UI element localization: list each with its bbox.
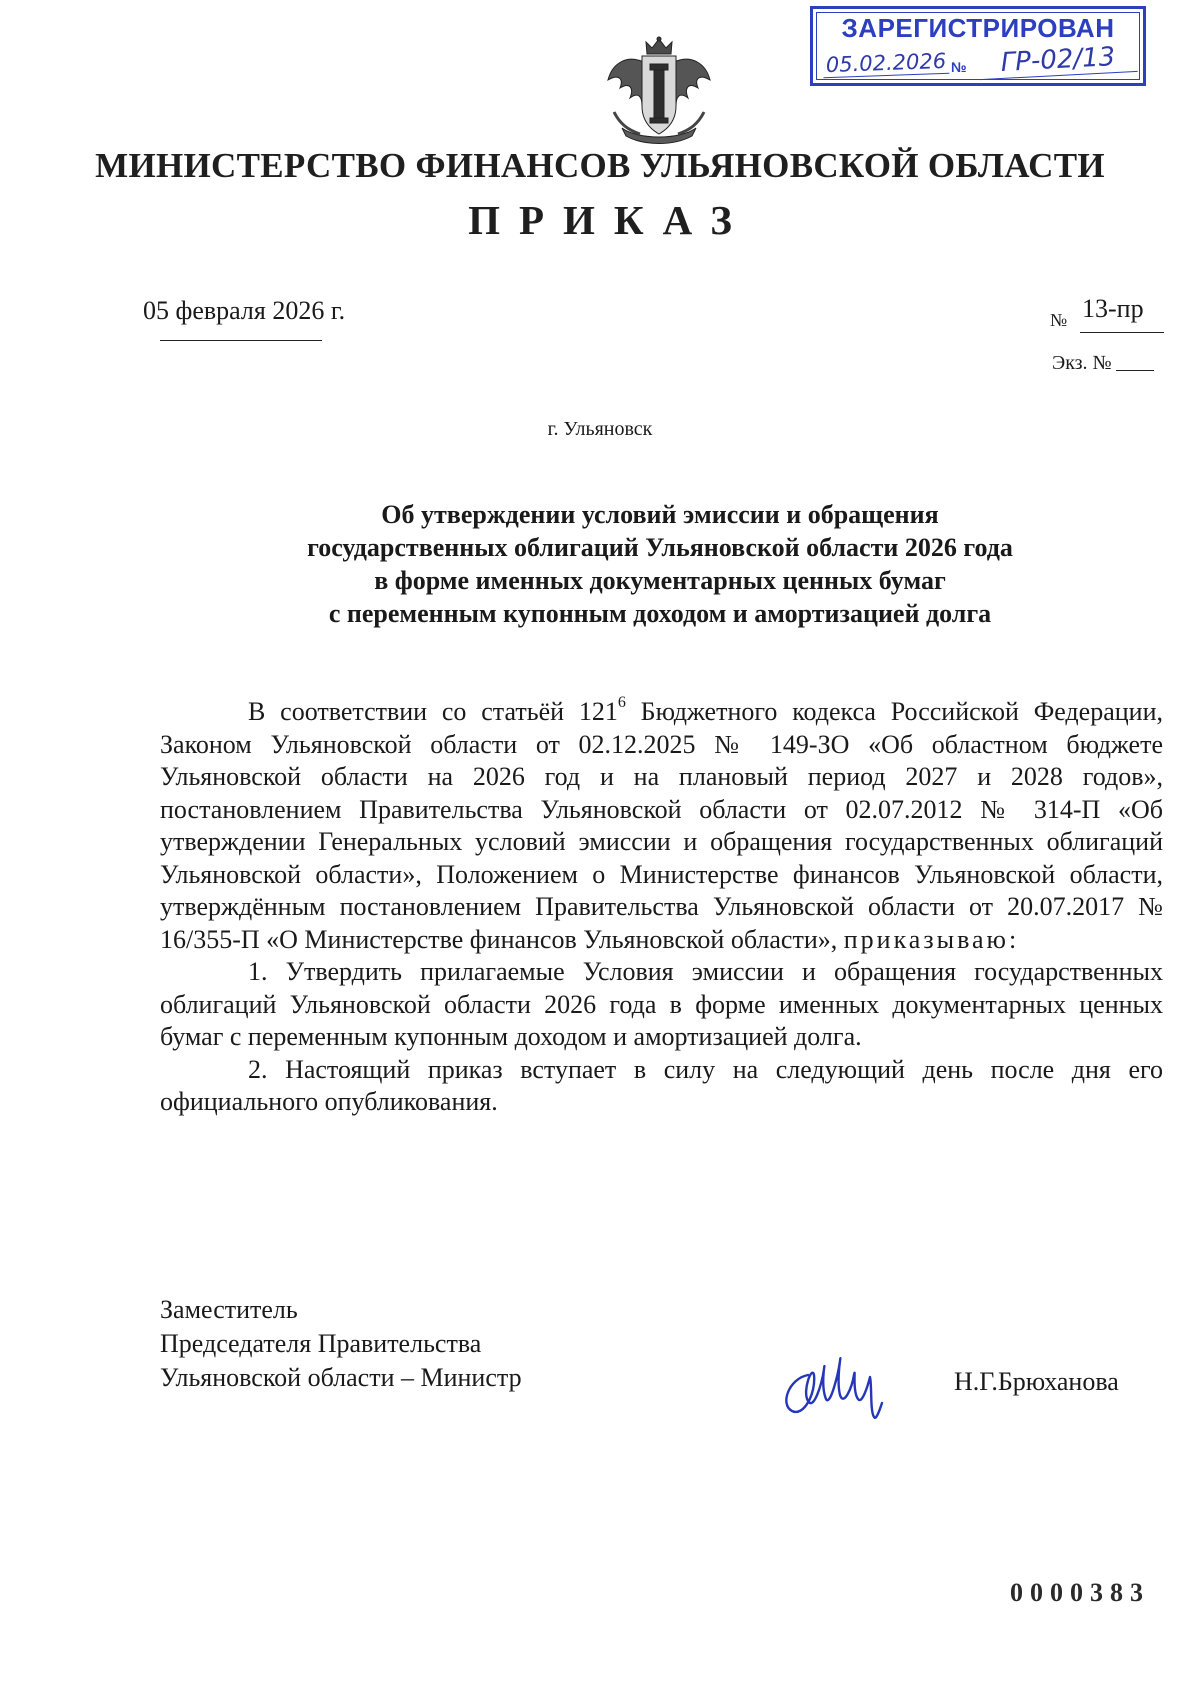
- order-number: 13-пр: [1080, 294, 1164, 333]
- document-title: [150, 498, 1170, 630]
- city: г. Ульяновск: [547, 418, 653, 440]
- signer-position-line: Заместитель: [160, 1295, 298, 1324]
- serial-number: 0000383: [1010, 1578, 1150, 1607]
- date-underline: [160, 340, 322, 341]
- document-body: [160, 696, 1163, 1119]
- stamp-number-sign: №: [951, 59, 967, 75]
- registration-stamp: [810, 6, 1146, 86]
- copy-label: Экз. №: [1052, 352, 1112, 374]
- stamp-number: ГР-02/13: [978, 41, 1137, 80]
- signer-position-line: Председателя Правительства: [160, 1329, 482, 1358]
- article-superscript: 6: [617, 694, 626, 711]
- coat-of-arms-icon: [604, 36, 714, 148]
- preamble-text-a: В соответствии со статьёй 121: [248, 697, 618, 726]
- title-line: с переменным купонным доходом и амортизацией долга: [328, 599, 992, 628]
- item-1: 1. Утвердить прилагаемые Условия эмиссии и обращения государственных облигаций Ульяновской области 2026 года в форме именных документарных ценных бумаг с переменным купонным доходом и амортизацией долга.: [160, 957, 1163, 1051]
- stamp-title: ЗАРЕГИСТРИРОВАН: [841, 13, 1115, 43]
- item-2: 2. Настоящий приказ вступает в силу на следующий день после дня его официального опубликования.: [160, 1054, 1163, 1116]
- signer-position-line: Ульяновской области – Министр: [160, 1363, 522, 1392]
- handwritten-signature: [778, 1335, 888, 1425]
- document-type: ПРИКАЗ: [468, 197, 751, 243]
- copy-blank: [1116, 370, 1154, 371]
- order-word: приказываю:: [843, 924, 1020, 954]
- preamble-text-b: Бюджетного кодекса Российской Федерации, Законом Ульяновской области от 02.12.2025 № 149-ЗО «Об областном бюджете Ульяновской области на 2026 год и на плановый период 2027 и 2028 годов», постановлением Правительства Ульяновской области от 02.07.2012 № 314-П «Об утверждении Генеральных условий эмиссии и обращения государственных облигаций Ульяновской области», Положением о Министерстве финансов Ульяновской области, утверждённым постановлением Правительства Ульяновской области от 20.07.2017 № 16/355-П «О Министерстве финансов Ульяновской области»,: [160, 697, 1163, 954]
- preamble-paragraph: [160, 696, 1163, 956]
- copy-number: [1052, 352, 1154, 375]
- order-number-sign: №: [1050, 310, 1068, 330]
- signer-name: Н.Г.Брюханова: [954, 1367, 1119, 1396]
- stamp-date: 05.02.2026: [823, 49, 950, 78]
- title-line: государственных облигаций Ульяновской области 2026 года: [307, 533, 1013, 562]
- title-line: Об утверждении условий эмиссии и обращения: [381, 500, 939, 529]
- signer-position: [160, 1293, 522, 1395]
- title-line: в форме именных документарных ценных бумаг: [374, 566, 946, 595]
- ministry-name: МИНИСТЕРСТВО ФИНАНСОВ УЛЬЯНОВСКОЙ ОБЛАСТИ: [95, 146, 1105, 185]
- order-date: 05 февраля 2026 г.: [143, 296, 346, 325]
